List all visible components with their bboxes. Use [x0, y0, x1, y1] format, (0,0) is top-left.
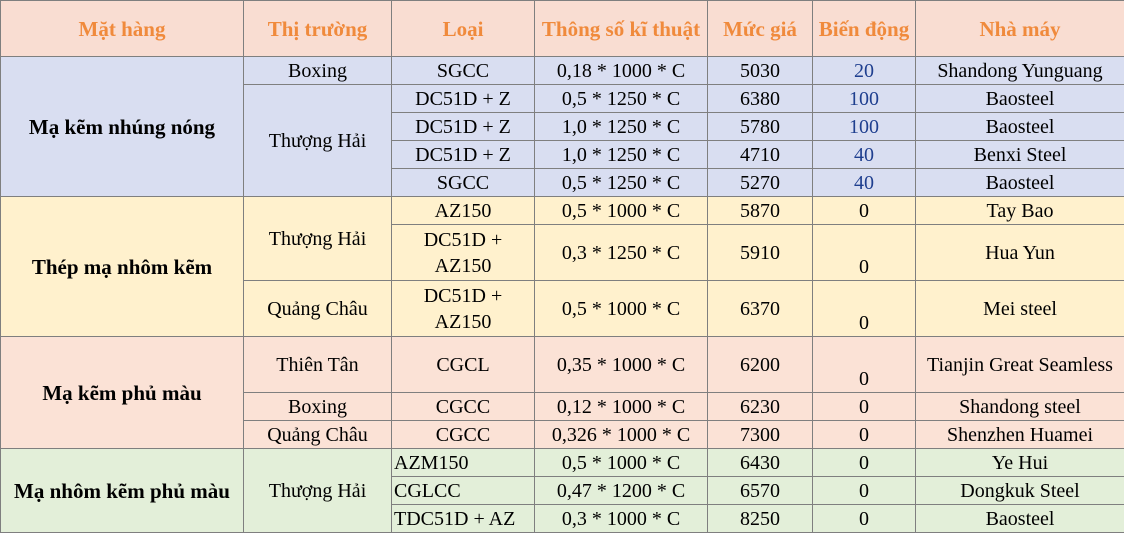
- factory-cell: Baosteel: [916, 169, 1124, 197]
- market-cell: Boxing: [244, 393, 392, 421]
- market-cell: Thượng Hải: [244, 449, 392, 533]
- factory-cell: Tay Bao: [916, 197, 1124, 225]
- type-cell: DC51D + AZ150: [392, 225, 535, 281]
- price-cell: 5910: [708, 225, 813, 281]
- header-change: Biến động: [813, 1, 916, 57]
- spec-cell: 0,326 * 1000 * C: [535, 421, 708, 449]
- product-cell: Mạ kẽm nhúng nóng: [1, 57, 244, 197]
- price-cell: 6200: [708, 337, 813, 393]
- factory-cell: Ye Hui: [916, 449, 1124, 477]
- table-row: [1, 449, 1124, 477]
- table-row: [1, 57, 1124, 85]
- factory-cell: Dongkuk Steel: [916, 477, 1124, 505]
- type-cell: AZ150: [392, 197, 535, 225]
- change-cell: 0: [813, 477, 916, 505]
- header-spec: Thông số kĩ thuật: [535, 1, 708, 57]
- market-cell: Quảng Châu: [244, 421, 392, 449]
- spec-cell: 0,5 * 1000 * C: [535, 449, 708, 477]
- change-cell: 0: [813, 393, 916, 421]
- type-cell: SGCC: [392, 57, 535, 85]
- change-cell: 0: [813, 449, 916, 477]
- header-price: Mức giá: [708, 1, 813, 57]
- factory-cell: Shenzhen Huamei: [916, 421, 1124, 449]
- change-cell: 40: [813, 141, 916, 169]
- market-cell: Quảng Châu: [244, 281, 392, 337]
- spec-cell: 0,47 * 1200 * C: [535, 477, 708, 505]
- spec-cell: 0,5 * 1250 * C: [535, 85, 708, 113]
- type-cell: DC51D + Z: [392, 141, 535, 169]
- change-cell: 0: [813, 421, 916, 449]
- price-cell: 8250: [708, 505, 813, 533]
- price-cell: 6370: [708, 281, 813, 337]
- price-cell: 6230: [708, 393, 813, 421]
- spec-cell: 0,12 * 1000 * C: [535, 393, 708, 421]
- price-cell: 5780: [708, 113, 813, 141]
- spec-cell: 0,5 * 1000 * C: [535, 281, 708, 337]
- product-cell: Thép mạ nhôm kẽm: [1, 197, 244, 337]
- factory-cell: Shandong steel: [916, 393, 1124, 421]
- change-cell: 0: [813, 225, 916, 281]
- price-cell: 6430: [708, 449, 813, 477]
- type-cell: SGCC: [392, 169, 535, 197]
- change-cell: 100: [813, 85, 916, 113]
- price-cell: 5270: [708, 169, 813, 197]
- header-row: [1, 1, 1124, 57]
- product-cell: Mạ nhôm kẽm phủ màu: [1, 449, 244, 533]
- market-cell: Thượng Hải: [244, 85, 392, 197]
- type-cell: CGCL: [392, 337, 535, 393]
- market-cell: Thượng Hải: [244, 197, 392, 281]
- factory-cell: Baosteel: [916, 85, 1124, 113]
- price-cell: 7300: [708, 421, 813, 449]
- change-cell: 100: [813, 113, 916, 141]
- type-cell: DC51D + Z: [392, 85, 535, 113]
- market-cell: Boxing: [244, 57, 392, 85]
- factory-cell: Mei steel: [916, 281, 1124, 337]
- header-factory: Nhà máy: [916, 1, 1124, 57]
- factory-cell: Baosteel: [916, 505, 1124, 533]
- factory-cell: Hua Yun: [916, 225, 1124, 281]
- change-cell: 0: [813, 281, 916, 337]
- factory-cell: Benxi Steel: [916, 141, 1124, 169]
- spec-cell: 0,5 * 1000 * C: [535, 197, 708, 225]
- price-cell: 4710: [708, 141, 813, 169]
- factory-cell: Tianjin Great Seamless: [916, 337, 1124, 393]
- spec-cell: 1,0 * 1250 * C: [535, 113, 708, 141]
- spec-cell: 0,5 * 1250 * C: [535, 169, 708, 197]
- table-row: [1, 197, 1124, 225]
- factory-cell: Shandong Yunguang: [916, 57, 1124, 85]
- type-cell: CGCC: [392, 421, 535, 449]
- market-cell: Thiên Tân: [244, 337, 392, 393]
- type-cell: CGLCC: [392, 477, 535, 505]
- type-cell: CGCC: [392, 393, 535, 421]
- spec-cell: 0,3 * 1000 * C: [535, 505, 708, 533]
- type-cell: DC51D + Z: [392, 113, 535, 141]
- type-cell: DC51D + AZ150: [392, 281, 535, 337]
- spec-cell: 0,3 * 1250 * C: [535, 225, 708, 281]
- type-cell: AZM150: [392, 449, 535, 477]
- price-cell: 5030: [708, 57, 813, 85]
- price-cell: 5870: [708, 197, 813, 225]
- price-cell: 6570: [708, 477, 813, 505]
- change-cell: 0: [813, 197, 916, 225]
- price-cell: 6380: [708, 85, 813, 113]
- change-cell: 20: [813, 57, 916, 85]
- spec-cell: 0,35 * 1000 * C: [535, 337, 708, 393]
- header-type: Loại: [392, 1, 535, 57]
- change-cell: 0: [813, 337, 916, 393]
- spec-cell: 0,18 * 1000 * C: [535, 57, 708, 85]
- header-product: Mặt hàng: [1, 1, 244, 57]
- change-cell: 40: [813, 169, 916, 197]
- type-cell: TDC51D + AZ: [392, 505, 535, 533]
- table-row: [1, 337, 1124, 393]
- header-market: Thị trường: [244, 1, 392, 57]
- change-cell: 0: [813, 505, 916, 533]
- spec-cell: 1,0 * 1250 * C: [535, 141, 708, 169]
- factory-cell: Baosteel: [916, 113, 1124, 141]
- product-cell: Mạ kẽm phủ màu: [1, 337, 244, 449]
